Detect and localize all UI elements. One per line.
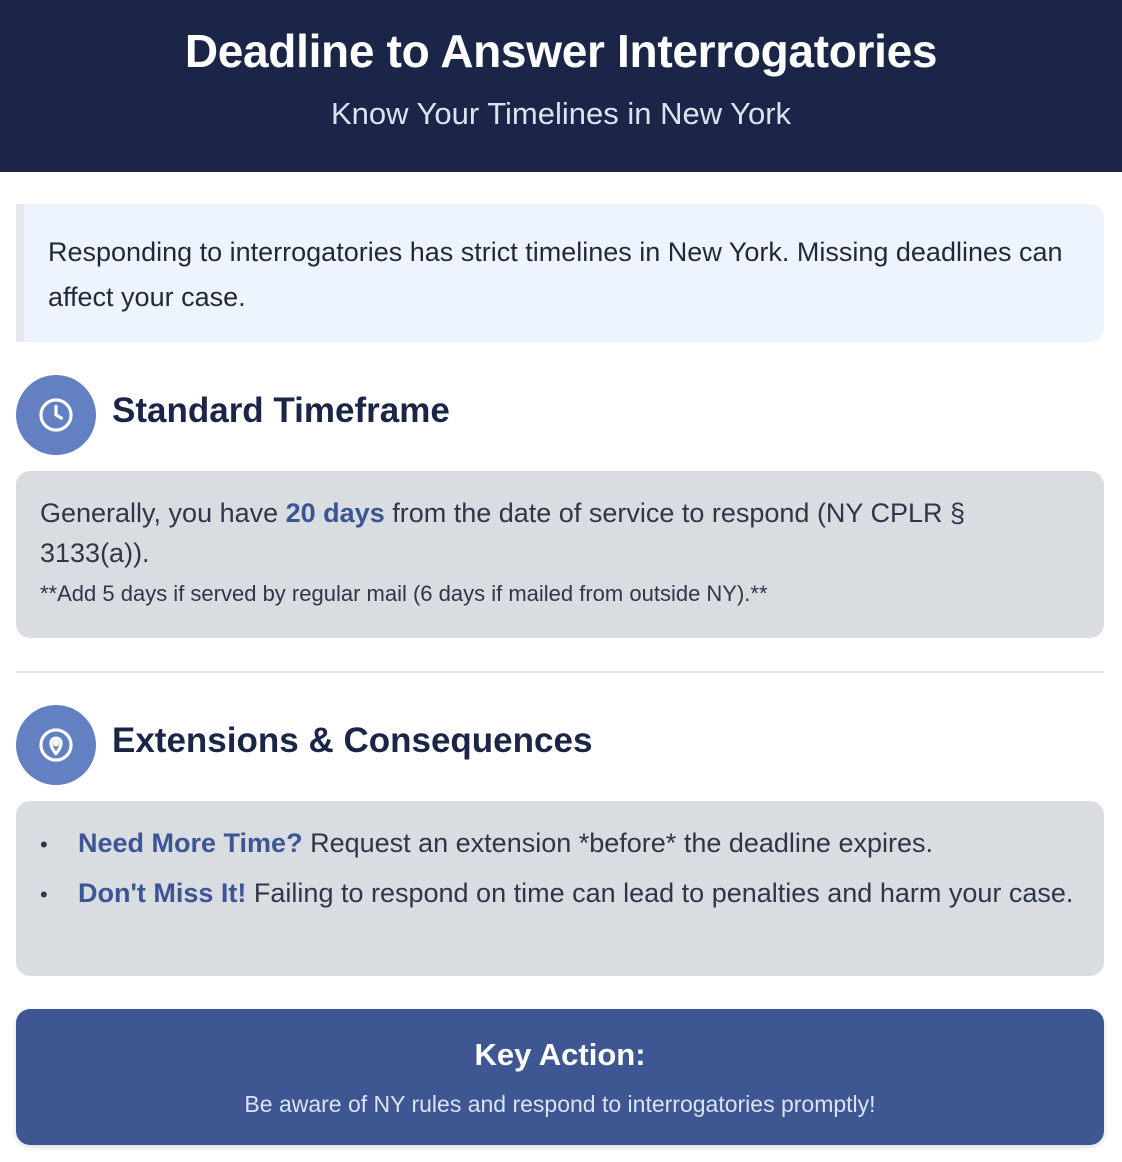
- mail-service-note: **Add 5 days if served by regular mail (6 days if mailed from outside NY).**: [40, 581, 768, 606]
- key-action-title: Key Action:: [474, 1037, 646, 1072]
- standard-timeframe-card: [16, 471, 1104, 638]
- standard-timeframe-text: [40, 493, 1080, 573]
- extensions-title: Extensions & Consequences: [112, 721, 593, 760]
- extensions-card: [16, 801, 1104, 976]
- intro-callout: [16, 204, 1104, 342]
- extensions-list: [40, 823, 1080, 915]
- bullet: •: [40, 882, 48, 907]
- timeframe-text-after: from the date of service to respond (NY CPLR § 3133(a)).: [40, 498, 965, 568]
- section-divider: [16, 671, 1104, 673]
- location-pin-icon: [16, 705, 96, 785]
- page-title: Deadline to Answer Interrogatories: [184, 25, 938, 77]
- item-text: Failing to respond on time can lead to penalties and harm your case.: [246, 878, 1074, 908]
- list-item: [40, 823, 1080, 865]
- page-header: [0, 0, 1122, 172]
- clock-icon: [16, 375, 96, 455]
- bullet: •: [40, 832, 48, 857]
- item-label: Don't Miss It!: [78, 878, 247, 908]
- intro-text: Responding to interrogatories has strict timelines in New York. Missing deadlines can affect your case.: [48, 237, 1063, 312]
- item-text: Request an extension *before* the deadline expires.: [302, 828, 933, 858]
- timeframe-text-before: Generally, you have: [40, 498, 286, 528]
- key-action-text: Be aware of NY rules and respond to interrogatories promptly!: [244, 1091, 876, 1117]
- page-subtitle: Know Your Timelines in New York: [330, 96, 792, 131]
- standard-timeframe-header: [16, 375, 1104, 455]
- item-label: Need More Time?: [78, 828, 303, 858]
- list-item: [40, 873, 1080, 915]
- extensions-header: [16, 705, 1104, 785]
- standard-timeframe-title: Standard Timeframe: [112, 391, 450, 430]
- key-action-banner: [16, 1009, 1104, 1145]
- timeframe-highlight: 20 days: [285, 498, 385, 528]
